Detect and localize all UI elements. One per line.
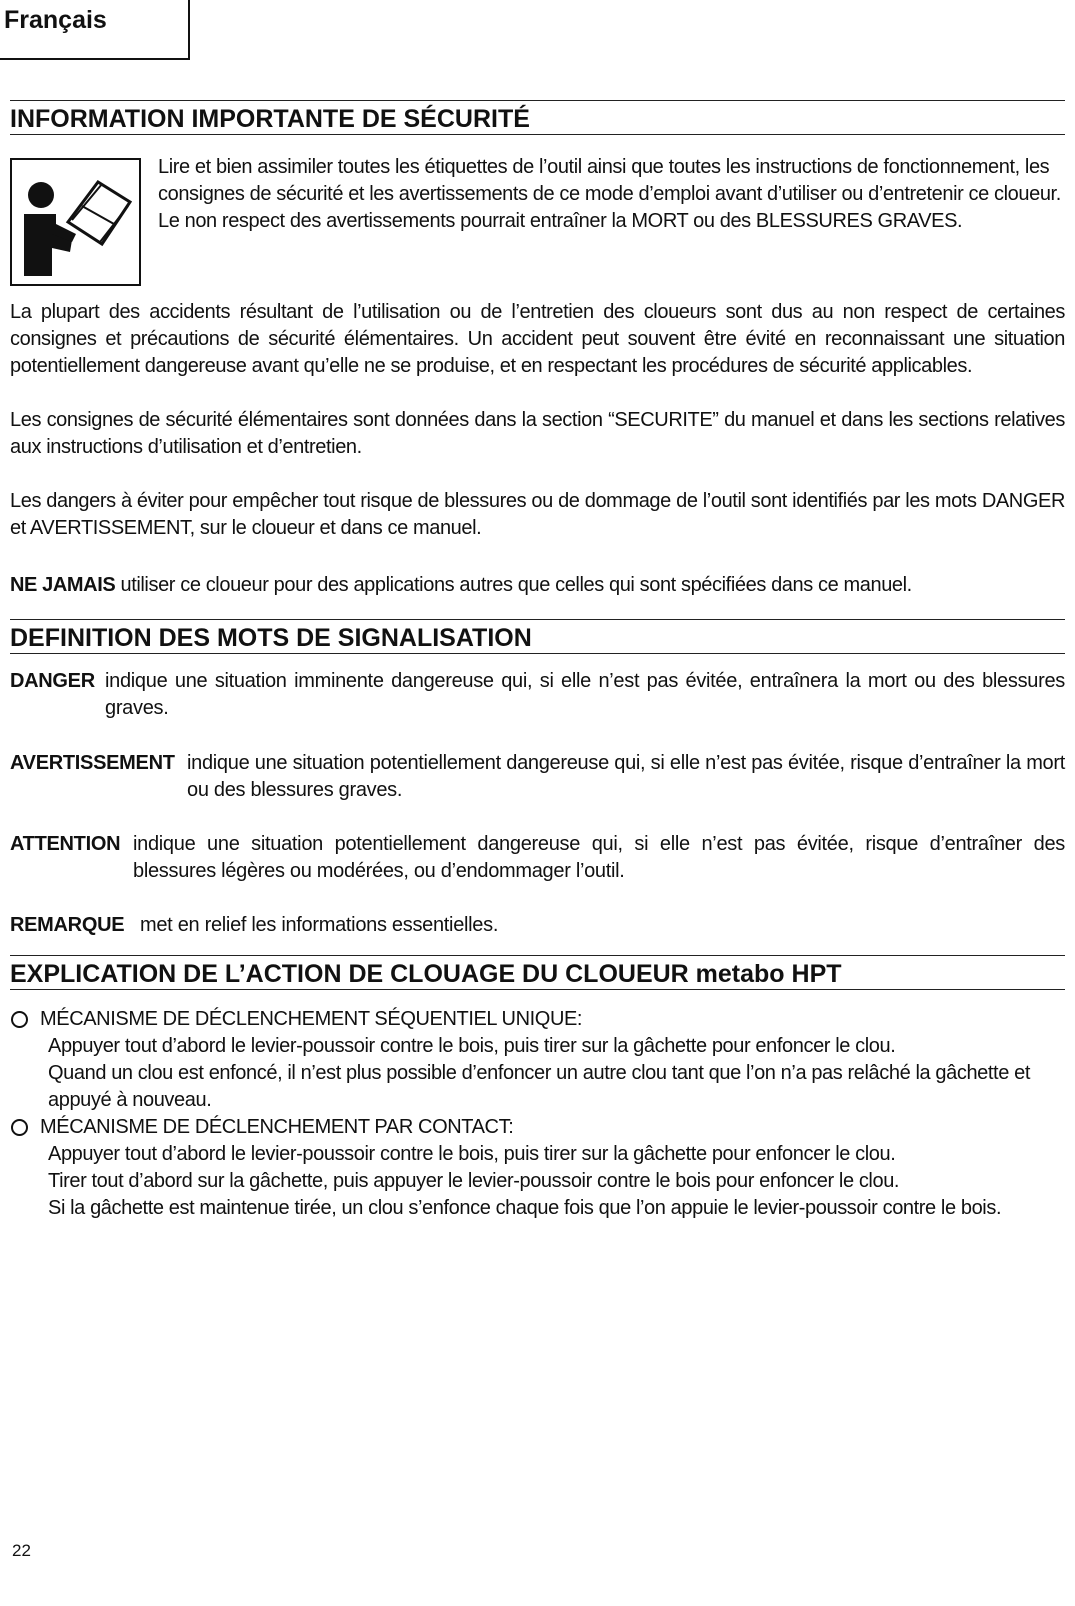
definition-note xyxy=(10,912,1065,939)
intro-text xyxy=(158,154,1065,235)
mechanism-line: Quand un clou est enfoncé, il n’est plus possible d’enfoncer un autre clou tant que l’on n’a pas relâché la gâchette et appuyé à nouveau. xyxy=(48,1062,1030,1111)
safety-heading: INFORMATION IMPORTANTE DE SÉCURITÉ xyxy=(10,100,1065,135)
never-text: utiliser ce cloueur pour des applications autres que celles qui sont spécifiées dans ce manuel. xyxy=(115,574,912,596)
definition-caution xyxy=(10,831,1065,885)
safety-paragraph-1: La plupart des accidents résultant de l’utilisation ou de l’entretien des cloueurs sont dus au non respect de certaines consignes et précautions de sécurité élémentaires. Un accident peut souvent être évité en reconnaissant une situation potentiellement dangereuse avant qu’elle ne se produise, et en respectant les procédures de sécurité applicables. xyxy=(10,301,1065,377)
safety-paragraph-3: Les dangers à éviter pour empêcher tout risque de blessures ou de dommage de l’outil sont identifiés par les mots DANGER et AVERTISSEMENT, sur le cloueur et dans ce manuel. xyxy=(10,490,1065,539)
mechanism-line: Si la gâchette est maintenue tirée, un clou s’enfonce chaque fois que l’on appuie le levier-poussoir contre le bois. xyxy=(48,1197,1002,1219)
definition-text: indique une situation potentiellement dangereuse qui, si elle n’est pas évitée, risque d’entraîner la mort ou des blessures graves. xyxy=(187,752,1065,801)
mechanism-contact xyxy=(10,1114,1065,1222)
mechanism-title: MÉCANISME DE DÉCLENCHEMENT SÉQUENTIEL UNIQUE: xyxy=(40,1008,583,1030)
definition-text: indique une situation imminente dangereuse qui, si elle n’est pas évitée, entraînera la mort ou des blessures graves. xyxy=(105,670,1065,719)
definition-text: met en relief les informations essentielles. xyxy=(140,914,499,936)
definition-warning xyxy=(10,750,1065,804)
mechanism-line: Appuyer tout d’abord le levier-poussoir contre le bois, puis tirer sur la gâchette pour enfoncer le clou. xyxy=(48,1035,896,1057)
definition-term: DANGER xyxy=(10,670,95,692)
mechanism-line: Tirer tout d’abord sur la gâchette, puis appuyer le levier-poussoir contre le bois pour enfoncer le clou. xyxy=(48,1170,900,1192)
language-label: Français xyxy=(4,6,107,34)
mechanism-title: MÉCANISME DE DÉCLENCHEMENT PAR CONTACT: xyxy=(40,1116,514,1138)
definition-danger xyxy=(10,668,1065,722)
definition-term: ATTENTION xyxy=(10,833,121,855)
page-number: 22 xyxy=(12,1541,31,1560)
intro-paragraph-2: Le non respect des avertissements pourrait entraîner la MORT ou des BLESSURES GRAVES. xyxy=(158,210,963,232)
never-keyword: NE JAMAIS xyxy=(10,574,116,596)
explanation-heading: EXPLICATION DE L’ACTION DE CLOUAGE DU CLOUEUR metabo HPT xyxy=(10,955,1065,990)
circle-bullet-icon xyxy=(11,1011,28,1028)
definition-term: REMARQUE xyxy=(10,914,125,936)
safety-paragraph-4 xyxy=(10,572,1065,599)
definitions-heading: DEFINITION DES MOTS DE SIGNALISATION xyxy=(10,619,1065,654)
definition-text: indique une situation potentiellement dangereuse qui, si elle n’est pas évitée, risque d’entraîner des blessures légères ou modérées, ou d’endommager l’outil. xyxy=(133,833,1065,882)
safety-paragraph-2: Les consignes de sécurité élémentaires sont données dans la section “SECURITE” du manuel et dans les sections relatives aux instructions d’utilisation et d’entretien. xyxy=(10,409,1065,458)
mechanism-line: Appuyer tout d’abord le levier-poussoir contre le bois, puis tirer sur la gâchette pour enfoncer le clou. xyxy=(48,1143,896,1165)
mechanism-sequential xyxy=(10,1006,1065,1114)
definition-term: AVERTISSEMENT xyxy=(10,752,175,774)
read-manual-icon xyxy=(10,158,141,286)
intro-paragraph-1: Lire et bien assimiler toutes les étiquettes de l’outil ainsi que toutes les instructions de fonctionnement, les consignes de sécurité et les avertissements de ce mode d’emploi avant d’utiliser ou d’entretenir ce cloueur. xyxy=(158,156,1061,205)
language-tab xyxy=(0,0,190,60)
circle-bullet-icon xyxy=(11,1119,28,1136)
